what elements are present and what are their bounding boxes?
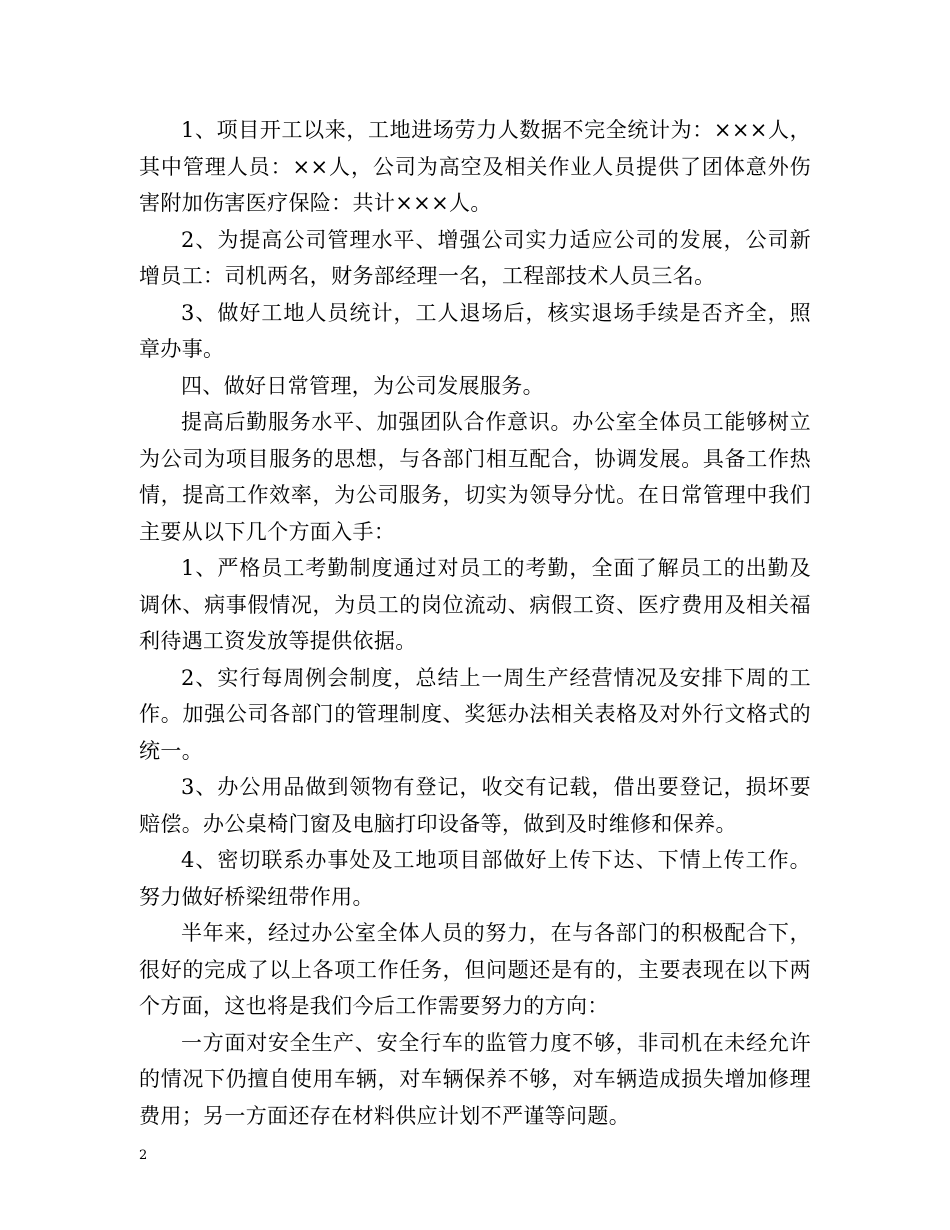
paragraph-item-office-supplies: 3、办公用品做到领物有登记，收交有记载，借出要登记，损坏要赔偿。办公桌椅门窗及电脑打印设备等，做到及时维修和保养。 <box>139 775 811 836</box>
paragraph-intro: 提高后勤服务水平、加强团队合作意识。办公室全体员工能够树立为公司为项目服务的思想，与各部门相互配合，协调发展。具备工作热情，提高工作效率，为公司服务，切实为领导分忧。在日常管理中我们主要从以下几个方面入手： <box>139 410 811 544</box>
paragraph-item-attendance: 1、严格员工考勤制度通过对员工的考勤，全面了解员工的出勤及调休、病事假情况，为员工的岗位流动、病假工资、医疗费用及相关福利待遇工资发放等提供依据。 <box>139 556 811 653</box>
paragraph-item-1: 1、项目开工以来，工地进场劳力人数据不完全统计为：×××人，其中管理人员：××人，公司为高空及相关作业人员提供了团体意外伤害附加伤害医疗保险：共计×××人。 <box>139 118 811 215</box>
section-heading-4: 四、做好日常管理，为公司发展服务。 <box>181 373 544 398</box>
paragraph-item-3: 3、做好工地人员统计，工人退场后，核实退场手续是否齐全，照章办事。 <box>139 300 811 361</box>
paragraph-summary: 半年来，经过办公室全体人员的努力，在与各部门的积极配合下，很好的完成了以上各项工作任务，但问题还是有的，主要表现在以下两个方面，这也将是我们今后工作需要努力的方向： <box>139 921 811 1018</box>
document-body <box>139 112 811 1134</box>
paragraph-problems: 一方面对安全生产、安全行车的监管力度不够，非司机在未经允许的情况下仍擅自使用车辆，对车辆保养不够，对车辆造成损失增加修理费用；另一方面还存在材料供应计划不严谨等问题。 <box>139 1030 811 1128</box>
paragraph-item-weekly-meeting: 2、实行每周例会制度，总结上一周生产经营情况及安排下周的工作。加强公司各部门的管理制度、奖惩办法相关表格及对外行文格式的统一。 <box>139 665 811 763</box>
paragraph-item-2: 2、为提高公司管理水平、增强公司实力适应公司的发展，公司新增员工：司机两名，财务部经理一名，工程部技术人员三名。 <box>139 227 811 288</box>
paragraph-item-liaison: 4、密切联系办事处及工地项目部做好上传下达、下情上传工作。努力做好桥梁纽带作用。 <box>139 848 811 909</box>
page-number: 2 <box>139 1148 148 1163</box>
